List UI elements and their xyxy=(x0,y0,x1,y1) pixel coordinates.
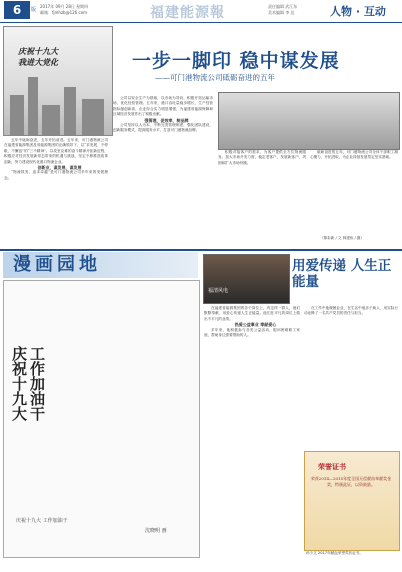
feature-column-4 xyxy=(310,150,398,244)
editor-line: 责任编辑 武江东 xyxy=(268,4,298,9)
banner-text-line1: 庆祝十九大 xyxy=(18,46,58,56)
story-column-2 xyxy=(304,306,398,449)
paragraph: 五年中砥砺奋进，五年开拓前进。五年来，可门港物流公司在福建省能源集团及省能源集团的正确领导下，以“求发展、不停歇，不懈怠”的“三不精神”，以攻坚克难的奋斗精神开拓新征程，积极应对经济发展新常态带来的机遇与挑战，坚定不移推进改革创新，努力建设现代化港口物流企业。 xyxy=(4,138,108,164)
story-photo xyxy=(203,254,290,304)
paragraph: 积极对接客户的需求，为客户提供全方位物流服务。加大市场开发力度，稳定老客户，发展新客户，巩固和扩大市场份额。 xyxy=(218,150,306,165)
banner-image xyxy=(3,26,113,136)
page-number: 6 xyxy=(4,1,30,19)
subsection-heading: 热爱公益事业 奉献爱心 xyxy=(234,322,277,328)
banner-text xyxy=(18,46,58,68)
photo-caption: （陈彩新 / 文 林建伟 / 摄） xyxy=(320,236,365,240)
paragraph: 公司以安全生产为基础，以市场为导向，积极开拓运输市场，优化经营管理。五年来，港口吞吐量稳步增长，生产经营指标屡创新高，企业综合实力明显增强，为福建省能源保障和区域经济发展作出了积极贡献。 xyxy=(113,96,213,117)
masthead: 福建能源報 xyxy=(150,5,225,21)
subsection-heading: 强管理，促效率，树品牌 xyxy=(144,117,189,123)
paragraph: 在福建省能源集团的各个岗位上，有这样一群人，他们默默奉献，用爱心传递人生正能量。他们在平凡的岗位上做出不平凡的业绩。 xyxy=(204,306,300,321)
paragraph: 公司坚持以人为本，不断完善管理制度，强化团队建设，创新服务模式，提高服务水平，打造可门港物流品牌。 xyxy=(113,123,213,133)
certificate-body: 荣获2014—2015年度全国无偿献血奉献奖金奖，特颁此证，以资鼓励。 xyxy=(310,476,392,487)
story-photo-label: 福清风电 xyxy=(208,288,229,294)
section-title: 人物 · 互动 xyxy=(330,5,386,18)
calligraphy-column-2: 庆祝十九大 xyxy=(10,346,28,421)
subsection-heading: 创新业，谋发展，谋发展 xyxy=(37,165,82,171)
paragraph: “物流抓发，追求卓越”是可门港物流公司多年来的发展理念。 xyxy=(4,170,108,180)
section-divider xyxy=(0,249,402,251)
paragraph: 砥砺奋进的五年，可门港物流公司全体干部职工凝心聚力、开拓进取，为企业持续发展奠定坚实基础。 xyxy=(310,150,398,160)
feature-subhead: ——可门港物流公司砥砺奋进的五年 xyxy=(155,73,275,82)
story-headline: 用爱传递 人生正能量 xyxy=(292,258,392,290)
feature-column-2 xyxy=(113,96,213,244)
calligraphy-caption: 庆祝十九大 工作加油干 xyxy=(16,518,68,524)
feature-headline: 一步一脚印 稳中谋发展 xyxy=(132,50,340,72)
editors-credit xyxy=(268,4,297,16)
garden-title: 漫画园地 xyxy=(3,252,198,278)
feature-photo xyxy=(218,92,400,150)
feature-column-3 xyxy=(218,150,306,244)
calligraphy-author: 沈晓明 画 xyxy=(145,528,167,534)
story-column-1 xyxy=(204,306,300,556)
certificate-title: 荣誉证书 xyxy=(318,462,346,471)
paragraph: 多年来，他积极参与各类公益活动，慰问困难职工家庭，帮助身边需要帮助的人。 xyxy=(204,327,300,338)
issue-date: 2017年 09月 28日 星期四 xyxy=(40,4,89,9)
paragraph: 在工作中他兢兢业业，在生活中他乐于助人，用实际行动诠释了一名共产党员的责任与担当。 xyxy=(304,306,398,316)
calligraphy-column-1: 工作加油干 xyxy=(28,346,46,421)
art-editor-line: 美术编辑 李 达 xyxy=(268,10,295,15)
header-meta xyxy=(40,4,88,16)
page-ban-label: 版 xyxy=(31,7,37,13)
banner-text-line2: 我进大党化 xyxy=(18,57,58,67)
header-email: 邮箱：fjmhzb@126.com xyxy=(40,10,88,15)
certificate-caption: 孙少文 2017年献血荣誉奖状证书。 xyxy=(306,551,364,555)
feature-column-1 xyxy=(4,138,108,242)
